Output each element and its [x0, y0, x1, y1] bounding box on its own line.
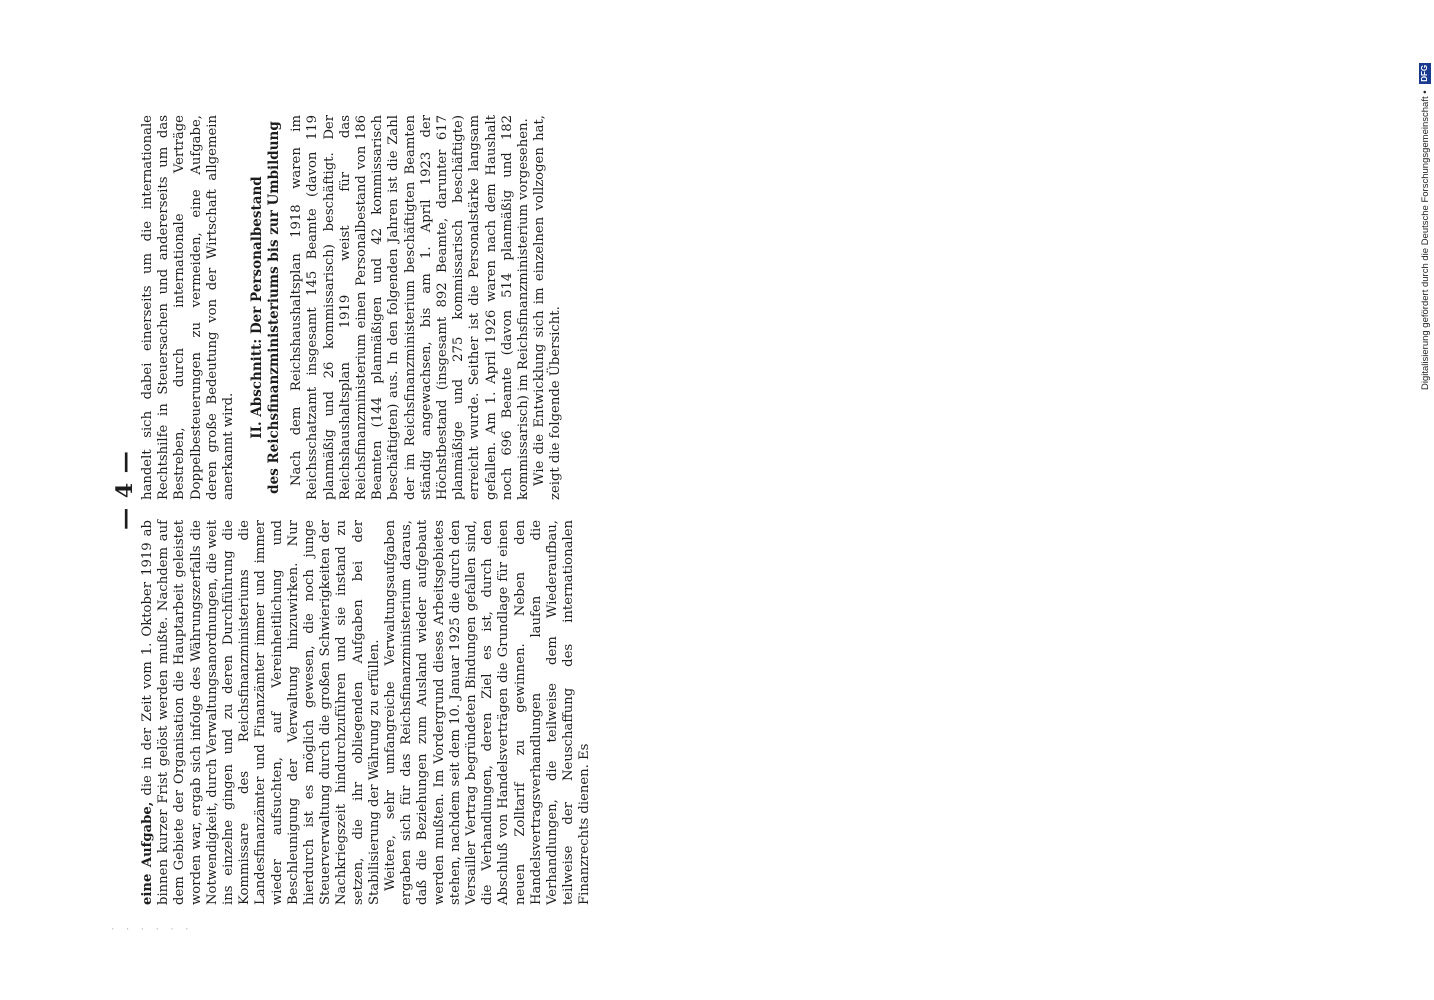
page-content: [110, 75, 610, 905]
right-paragraph-2: Wie die Entwicklung sich im einzelnen vollzogen hat, zeigt die folgende Übersicht.: [532, 115, 564, 500]
section-heading-line-1: II. Abschnitt: Der Personalbestand: [249, 176, 266, 439]
section-heading-line-2: des Reichsfinanzministeriums bis zur Umbildung: [266, 121, 283, 494]
lead-phrase: eine Aufgabe,: [140, 801, 155, 905]
left-paragraph-1: [140, 520, 383, 905]
dfg-logo-icon: DFG: [1420, 64, 1430, 82]
page-number: — 4 —: [112, 450, 138, 530]
digitization-credit: [1418, 10, 1434, 390]
credit-line: [1418, 10, 1434, 390]
left-paragraph-2: Weitere, sehr umfangreiche Verwaltungsaufgaben ergaben sich für das Reichsfinanzministerium daraus, daß die Beziehungen zum Ausland wieder aufgebaut werden mußten. Im Vordergrund dieses Arbeitsgebietes stehen, nachdem seit dem 10. Januar 1925 die durch den Versailler Vertrag begründeten Bindungen gefallen sind, die Verhandlungen, deren Ziel es ist, durch den Abschluß von Handelsverträgen die Grundlage für einen neuen Zolltarif zu gewinnen. Neben den Handelsvertragsverhandlungen laufen die Verhandlungen, die teilweise dem Wiederaufbau, teilweise der Neuschaffung des internationalen Finanzrechts dienen. Es: [383, 520, 593, 905]
scan-specks: · · · · · ·: [110, 925, 192, 935]
section-heading: [249, 115, 283, 500]
right-column: [140, 115, 565, 500]
left-column: [140, 520, 594, 905]
paragraph-text: die in der Zeit vom 1. Oktober 1919 ab binnen kurzer Frist gelöst werden mußte. Nachdem auf dem Gebiete der Organisation die Hauptarbeit geleistet worden war, ergab sich infolge des Währungszerfalls die Notwendigkeit, durch Verwaltungsanordnungen, die weit ins einzelne gingen und zu deren Durchführung die Kommissare des Reichsfinanzministeriums die Landesfinanzämter und Finanzämter immer und immer wieder aufsuchten, auf Vereinheitlichung und Beschleunigung der Verwaltung hinzuwirken. Nur hierdurch ist es möglich gewesen, die noch junge Steuerverwaltung durch die großen Schwierigkeiten der Nachkriegszeit hindurchzuführen und sie instand zu setzen, die ihr obliegenden Aufgaben bei der Stabilisierung der Währung zu erfüllen.: [140, 520, 382, 905]
right-paragraph-1: Nach dem Reichshaushaltsplan 1918 waren im Reichsschatzamt insgesamt 145 Beamte (davon 119 planmäßig und 26 kommissarisch) beschäftigt. Der Reichshaushaltsplan 1919 weist für das Reichsfinanzministerium einen Personalbestand von 186 Beamten (144 planmäßigen und 42 kommissarisch beschäftigten) aus. In den folgenden Jahren ist die Zahl der im Reichsfinanzministerium beschäftigten Beamten ständig angewachsen, bis am 1. April 1923 der Höchstbestand (insgesamt 892 Beamte, darunter 617 planmäßige und 275 kommissarisch beschäftigte) erreicht wurde. Seither ist die Personalstärke langsam gefallen. Am 1. April 1926 waren nach dem Haushalt noch 696 Beamte (davon 514 planmäßig und 182 kommissarisch) im Reichsfinanzministerium vorgesehen.: [289, 115, 532, 500]
credit-text: Digitalisierung gefördert durch die Deutsche Forschungsgemeinschaft •: [1420, 90, 1431, 390]
rotated-page-frame: [110, 75, 610, 905]
right-intro-paragraph: handelt sich dabei einerseits um die internationale Rechtshilfe in Steuersachen und andererseits um das Bestreben, durch internationale Verträge Doppelbesteuerungen zu vermeiden, eine Aufgabe, deren große Bedeutung von der Wirtschaft allgemein anerkannt wird.: [140, 115, 237, 500]
